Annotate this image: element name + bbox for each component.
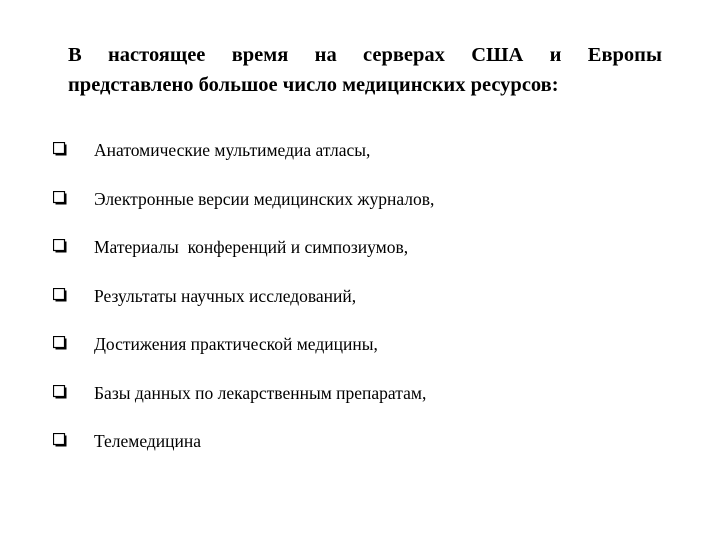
heading-line-1: В настоящее время на серверах США и Европы [68,44,662,66]
checkbox-square-bullet-icon [53,336,67,350]
list-item [53,381,434,430]
checkbox-square-bullet-icon [53,385,67,399]
list-item [53,284,434,333]
list-item [53,138,434,187]
list-item-label: Базы данных по лекарственным препаратам, [94,382,427,403]
checkbox-square-bullet-icon [53,142,67,156]
checkbox-square-bullet-icon [53,433,67,447]
list-item-label: Результаты научных исследований, [94,285,357,306]
checkbox-square-bullet-icon [53,191,67,205]
list-item [53,332,434,381]
list-item-label: Электронные версии медицинских журналов, [94,188,435,209]
list-item-label: Материалы конференций и симпозиумов, [94,237,409,257]
heading-line-2: представлено большое число медицинских ресурсов: [68,74,559,96]
list-item-label: Анатомические мультимедиа атласы, [94,140,371,160]
list-item [53,235,434,284]
checkbox-square-bullet-icon [53,239,67,253]
list-item [53,187,434,236]
slide-heading [50,40,662,100]
list-item [53,429,434,478]
list-item-label: Достижения практической медицины, [94,334,378,354]
resource-list [53,138,434,478]
checkbox-square-bullet-icon [53,288,67,302]
list-item-label: Телемедицина [94,431,202,451]
